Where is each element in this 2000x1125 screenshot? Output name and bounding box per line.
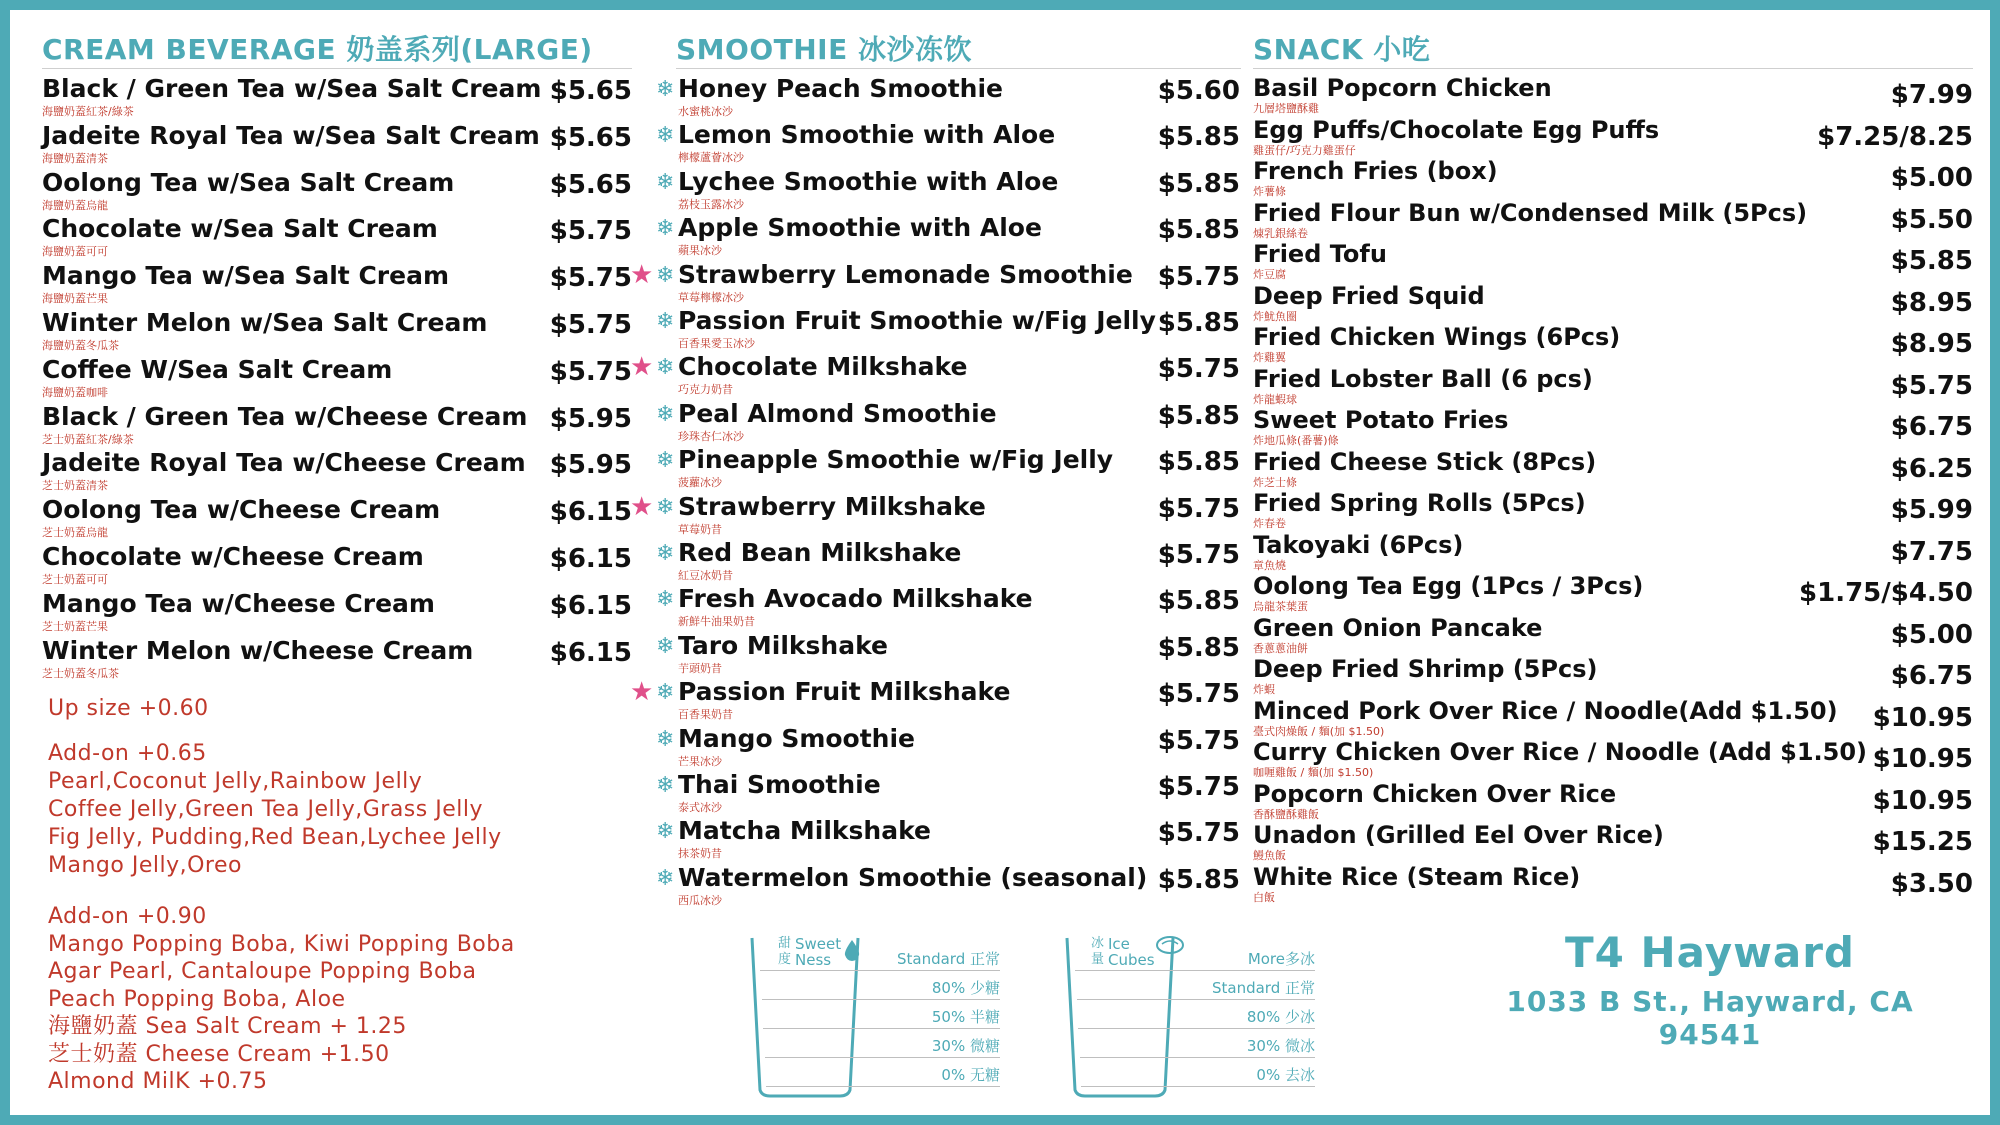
menu-row (42, 308, 632, 355)
item-chinese-name: 海鹽奶蓋可可 (42, 245, 108, 259)
item-price: $5.85 (1890, 246, 1973, 276)
addon-line: Coffee Jelly,Green Tea Jelly,Grass Jelly (48, 797, 483, 822)
item-price: $10.95 (1872, 744, 1973, 774)
item-name: Chocolate w/Sea Salt Cream (42, 214, 438, 244)
menu-row (1253, 282, 1973, 323)
level-label: 80% 少糖 (931, 979, 1000, 997)
store-address: 1033 B St., Hayward, CA 94541 (1506, 985, 1914, 1051)
item-price: $5.75 (1890, 370, 1973, 401)
snowflake-icon: ❄ (656, 726, 675, 752)
menu-row (42, 121, 632, 168)
item-chinese-name: 香酥鹽酥雞飯 (1253, 807, 1319, 821)
item-chinese-name: 百香果奶昔 (678, 708, 733, 722)
item-chinese-name: 芝士奶蓋冬瓜茶 (42, 666, 119, 680)
item-price: $5.99 (1890, 495, 1973, 525)
item-chinese-name: 海鹽奶蓋芒果 (42, 292, 108, 306)
item-name: Fried Tofu (1253, 240, 1387, 268)
menu-row (630, 120, 1240, 167)
menu-row (42, 355, 632, 402)
item-name: Winter Melon w/Cheese Cream (42, 635, 474, 665)
snowflake-icon: ❄ (656, 309, 675, 334)
menu-row (630, 816, 1240, 863)
item-name: Strawberry Lemonade Smoothie (678, 259, 1133, 289)
menu-row (630, 306, 1240, 353)
item-chinese-name: 炸蝦 (1253, 683, 1275, 696)
menu-row (630, 631, 1240, 678)
item-chinese-name: 白飯 (1253, 890, 1275, 904)
item-price: $8.95 (1890, 287, 1973, 318)
item-name: Jadeite Royal Tea w/Sea Salt Cream (42, 120, 540, 150)
item-price: $5.75 (549, 263, 632, 294)
item-name: Matcha Milkshake (678, 816, 931, 846)
item-price: $5.75 (1157, 540, 1240, 570)
menu-row (1253, 365, 1973, 406)
item-chinese-name: 西瓜冰沙 (678, 893, 722, 907)
menu-row (630, 677, 1240, 724)
item-name: Watermelon Smoothie (seasonal) (678, 862, 1148, 892)
menu-row (1253, 738, 1973, 779)
menu-row (630, 770, 1240, 817)
item-name: Oolong Tea w/Cheese Cream (42, 495, 441, 525)
item-chinese-name: 芒果冰沙 (678, 754, 722, 768)
item-chinese-name: 巧克力奶昔 (678, 383, 733, 397)
menu-row (1253, 240, 1973, 281)
menu-row (630, 167, 1240, 214)
level-label: Standard 正常 (896, 950, 1000, 968)
item-name: Mango Tea w/Cheese Cream (42, 588, 435, 618)
snowflake-icon: ❄ (656, 401, 675, 427)
menu-row (1253, 655, 1973, 696)
level-label: 80% 少冰 (1246, 1008, 1315, 1026)
item-name: Fried Spring Rolls (5Pcs) (1253, 489, 1586, 517)
item-chinese-name: 九層塔鹽酥雞 (1253, 102, 1319, 115)
item-name: Fried Cheese Stick (8Pcs) (1253, 447, 1597, 476)
level-line (763, 1028, 1000, 1029)
menu-row (1253, 489, 1973, 530)
item-chinese-name: 海鹽奶蓋紅茶/綠茶 (42, 105, 134, 118)
item-name: Curry Chicken Over Rice / Noodle (Add $1.50) (1253, 738, 1868, 766)
item-chinese-name: 臺式肉燥飯 / 麵(加 $1.50) (1253, 724, 1385, 738)
item-price: $5.75 (1157, 679, 1240, 710)
level-line (760, 970, 1000, 971)
star-icon: ★ (630, 352, 654, 383)
item-chinese-name: 炸豆腐 (1253, 268, 1286, 281)
sweetness-title-en: Sweet Ness (795, 935, 842, 969)
item-price: $6.75 (1890, 661, 1973, 691)
menu-row (630, 352, 1240, 399)
item-price: $5.75 (1157, 772, 1240, 802)
item-name: Mango Tea w/Sea Salt Cream (42, 261, 449, 291)
addon-line: 芝士奶蓋 Cheese Cream +1.50 (48, 1041, 390, 1067)
snack-section-title: SNACK 小吃 (1253, 33, 1431, 66)
snowflake-icon: ❄ (656, 541, 675, 566)
water-drop-icon (842, 938, 862, 962)
item-chinese-name: 炸春卷 (1253, 517, 1286, 530)
item-chinese-name: 荔枝玉露冰沙 (678, 197, 744, 211)
item-chinese-name: 草莓奶昔 (678, 522, 722, 536)
menu-row (630, 492, 1240, 539)
snowflake-icon: ❄ (656, 448, 675, 474)
item-chinese-name: 菠蘿冰沙 (678, 476, 722, 490)
item-chinese-name: 草莓檸檬冰沙 (678, 290, 744, 304)
upsize-note: Up size +0.60 (48, 696, 209, 721)
item-price: $5.85 (1157, 864, 1240, 895)
level-label: More多冰 (1247, 950, 1315, 968)
item-chinese-name: 炸地瓜條(番薯)條 (1253, 434, 1339, 447)
snowflake-icon: ❄ (656, 587, 675, 613)
item-chinese-name: 烏龍茶葉蛋 (1253, 600, 1308, 613)
snowflake-icon: ❄ (656, 216, 675, 242)
menu-row (630, 863, 1240, 910)
item-chinese-name: 水蜜桃冰沙 (678, 105, 733, 118)
level-label: 0% 无糖 (941, 1066, 1000, 1084)
item-price: $5.75 (549, 356, 632, 387)
smoothie-section-title: SMOOTHIE 冰沙冻饮 (676, 33, 972, 66)
item-chinese-name: 檸檬蘆薈冰沙 (678, 151, 744, 165)
menu-row (1253, 406, 1973, 447)
item-chinese-name: 抹茶奶昔 (678, 847, 722, 861)
level-label: 30% 微冰 (1246, 1037, 1315, 1055)
menu-row (42, 168, 632, 215)
menu-row (630, 445, 1240, 492)
menu-row (630, 584, 1240, 631)
cream-section-title: CREAM BEVERAGE 奶盖系列(LARGE) (42, 33, 593, 66)
item-name: Oolong Tea w/Sea Salt Cream (42, 167, 455, 197)
item-name: Fried Lobster Ball (6 pcs) (1253, 364, 1593, 393)
ice-title-zh: 冰 量 (1091, 936, 1105, 967)
item-name: Egg Puffs/Chocolate Egg Puffs (1253, 115, 1660, 144)
item-name: Fried Flour Bun w/Condensed Milk (5Pcs) (1253, 198, 1808, 227)
snowflake-icon: ❄ (656, 123, 675, 149)
menu-row (630, 538, 1240, 585)
item-name: Chocolate w/Cheese Cream (42, 542, 424, 571)
ice-cube-icon (1155, 934, 1185, 956)
snowflake-icon: ❄ (656, 77, 675, 102)
level-line (762, 999, 1001, 1000)
menu-row (42, 214, 632, 261)
menu-row (1253, 323, 1973, 364)
menu-row (1253, 116, 1973, 157)
snowflake-icon: ❄ (656, 169, 675, 195)
item-chinese-name: 芝士奶蓋烏龍 (42, 526, 108, 540)
menu-row (1253, 157, 1973, 198)
addon-line: Fig Jelly, Pudding,Red Bean,Lychee Jelly (48, 825, 502, 850)
item-price: $5.65 (549, 76, 632, 106)
item-price: $5.85 (1157, 632, 1240, 663)
level-line (765, 1057, 1001, 1058)
item-name: Lychee Smoothie with Aloe (678, 166, 1059, 196)
item-name: Unadon (Grilled Eel Over Rice) (1253, 821, 1664, 849)
menu-row (1253, 448, 1973, 489)
item-chinese-name: 炸魷魚圈 (1253, 309, 1297, 323)
snowflake-icon: ❄ (656, 262, 675, 288)
addon-heading: Add-on +0.90 (48, 904, 207, 929)
item-name: Winter Melon w/Sea Salt Cream (42, 308, 488, 337)
item-name: Red Bean Milkshake (678, 538, 962, 567)
menu-row (630, 74, 1240, 121)
item-price: $5.85 (1157, 122, 1240, 153)
item-price: $5.75 (1157, 261, 1240, 292)
level-line (1081, 1086, 1315, 1087)
item-name: Apple Smoothie with Aloe (678, 213, 1042, 243)
addon-line: Pearl,Coconut Jelly,Rainbow Jelly (48, 769, 423, 794)
item-price: $5.95 (549, 450, 632, 481)
item-price: $15.25 (1872, 827, 1973, 857)
item-name: Takoyaki (6Pcs) (1253, 530, 1464, 559)
item-price: $6.15 (549, 544, 632, 574)
item-price: $3.50 (1890, 868, 1973, 899)
star-icon: ★ (630, 259, 654, 290)
item-price: $5.75 (1157, 493, 1240, 524)
menu-row (1253, 531, 1973, 572)
item-chinese-name: 鰻魚飯 (1253, 849, 1286, 862)
item-price: $5.75 (1157, 725, 1240, 756)
level-label: 30% 微糖 (931, 1037, 1000, 1055)
menu-row (1253, 199, 1973, 240)
item-chinese-name: 芝士奶蓋清茶 (42, 479, 108, 493)
item-chinese-name: 新鮮牛油果奶昔 (678, 615, 755, 629)
item-name: Lemon Smoothie with Aloe (678, 120, 1056, 150)
item-price: $5.85 (1157, 586, 1240, 617)
addon-line: Agar Pearl, Cantaloupe Popping Boba (48, 959, 477, 984)
item-price: $5.85 (1157, 447, 1240, 478)
menu-board (10, 10, 1990, 1115)
snowflake-icon: ❄ (656, 680, 675, 706)
level-line (1077, 999, 1316, 1000)
item-price: $5.85 (1157, 308, 1240, 338)
item-name: Deep Fried Shrimp (5Pcs) (1253, 655, 1598, 683)
item-price: $5.75 (549, 310, 632, 340)
level-label: 50% 半糖 (931, 1008, 1000, 1026)
snowflake-icon: ❄ (656, 865, 675, 891)
menu-row (42, 74, 632, 121)
item-chinese-name: 香蔥蔥油餅 (1253, 641, 1308, 655)
item-name: Black / Green Tea w/Cheese Cream (42, 401, 528, 431)
item-name: Chocolate Milkshake (678, 352, 968, 382)
item-name: Peal Almond Smoothie (678, 398, 997, 428)
addon-line: Peach Popping Boba, Aloe (48, 986, 346, 1012)
level-line (1078, 1028, 1315, 1029)
item-price: $5.00 (1890, 619, 1973, 650)
item-price: $5.65 (549, 122, 632, 153)
item-chinese-name: 海鹽奶蓋冬瓜茶 (42, 339, 119, 352)
item-price: $7.75 (1890, 536, 1973, 567)
item-chinese-name: 芋頭奶昔 (678, 661, 722, 675)
item-chinese-name: 咖喱雞飯 / 麵(加 $1.50) (1253, 766, 1374, 779)
item-chinese-name: 紅豆冰奶昔 (678, 569, 733, 582)
item-price: $5.65 (549, 169, 632, 200)
item-chinese-name: 炸龍蝦球 (1253, 392, 1297, 406)
menu-row (42, 402, 632, 449)
item-price: $6.25 (1890, 453, 1973, 484)
item-name: Black / Green Tea w/Sea Salt Cream (42, 74, 542, 103)
snowflake-icon: ❄ (656, 633, 675, 659)
item-price: $5.95 (549, 403, 632, 434)
item-name: Mango Smoothie (678, 723, 915, 753)
item-name: Sweet Potato Fries (1253, 406, 1509, 434)
item-chinese-name: 雞蛋仔/巧克力雞蛋仔 (1253, 143, 1356, 157)
addon-line: Mango Jelly,Oreo (48, 853, 242, 878)
item-name: Minced Pork Over Rice / Noodle(Add $1.50) (1253, 696, 1838, 725)
addon-heading: Add-on +0.65 (48, 741, 207, 766)
item-name: Honey Peach Smoothie (678, 74, 1003, 103)
item-price: $1.75/$4.50 (1799, 578, 1973, 608)
ice-gauge (1055, 930, 1325, 1100)
item-chinese-name: 炸雞翼 (1253, 351, 1286, 364)
snowflake-icon: ❄ (656, 494, 675, 520)
level-label: 0% 去冰 (1256, 1066, 1315, 1084)
smoothie-title-divider (676, 68, 1241, 69)
item-chinese-name: 海鹽奶蓋清茶 (42, 151, 108, 165)
item-name: Oolong Tea Egg (1Pcs / 3Pcs) (1253, 572, 1644, 600)
menu-row (630, 724, 1240, 771)
item-name: Deep Fried Squid (1253, 281, 1485, 310)
menu-row (1253, 572, 1973, 613)
cream-title-divider (42, 68, 632, 69)
item-price: $5.75 (1157, 354, 1240, 385)
item-chinese-name: 煉乳銀絲卷 (1253, 226, 1308, 240)
store-name: T4 Hayward (1565, 928, 1855, 977)
snack-title-divider (1253, 68, 1973, 69)
item-price: $6.15 (549, 590, 632, 621)
item-price: $10.95 (1872, 702, 1973, 733)
addon-line: 海鹽奶蓋 Sea Salt Cream + 1.25 (48, 1014, 407, 1039)
menu-row (630, 213, 1240, 260)
menu-row (1253, 697, 1973, 738)
item-chinese-name: 芝士奶蓋紅茶/綠茶 (42, 432, 134, 446)
item-name: Coffee W/Sea Salt Cream (42, 354, 393, 384)
menu-row (42, 636, 632, 683)
item-price: $7.99 (1890, 80, 1973, 110)
item-name: White Rice (Steam Rice) (1253, 862, 1581, 891)
menu-row (42, 495, 632, 542)
menu-row (630, 260, 1240, 307)
item-name: Thai Smoothie (678, 770, 881, 799)
item-chinese-name: 泰式冰沙 (678, 801, 722, 814)
item-name: Jadeite Royal Tea w/Cheese Cream (42, 448, 526, 478)
item-chinese-name: 芝士奶蓋可可 (42, 573, 108, 586)
addon-line: Almond MilK +0.75 (48, 1069, 268, 1094)
item-price: $5.60 (1157, 76, 1240, 106)
item-name: Basil Popcorn Chicken (1253, 74, 1552, 102)
item-name: Fresh Avocado Milkshake (678, 584, 1033, 614)
item-price: $6.15 (549, 497, 632, 528)
item-price: $5.75 (549, 216, 632, 247)
item-chinese-name: 海鹽奶蓋咖啡 (42, 385, 108, 399)
level-label: Standard 正常 (1211, 979, 1315, 997)
item-price: $5.85 (1157, 215, 1240, 246)
item-name: Passion Fruit Smoothie w/Fig Jelly (678, 306, 1156, 335)
item-chinese-name: 章魚燒 (1253, 558, 1286, 572)
item-chinese-name: 炸芝士條 (1253, 475, 1297, 489)
menu-row (1253, 74, 1973, 115)
menu-row (630, 399, 1240, 446)
item-name: Strawberry Milkshake (678, 491, 986, 521)
item-name: Pineapple Smoothie w/Fig Jelly (678, 445, 1114, 475)
snowflake-icon: ❄ (656, 819, 675, 845)
item-price: $5.85 (1157, 400, 1240, 431)
item-price: $7.25/8.25 (1817, 121, 1973, 152)
snowflake-icon: ❄ (656, 355, 675, 381)
menu-row (1253, 614, 1973, 655)
menu-row (42, 542, 632, 589)
item-name: Passion Fruit Milkshake (678, 677, 1011, 707)
item-price: $10.95 (1872, 785, 1973, 816)
menu-row (42, 261, 632, 308)
star-icon: ★ (630, 677, 654, 708)
item-chinese-name: 珍珠杏仁冰沙 (678, 429, 744, 443)
item-price: $5.75 (1157, 818, 1240, 849)
menu-row (1253, 780, 1973, 821)
level-line (1080, 1057, 1316, 1058)
item-chinese-name: 百香果愛玉冰沙 (678, 337, 755, 350)
star-icon: ★ (630, 491, 654, 522)
item-chinese-name: 海鹽奶蓋烏龍 (42, 198, 108, 212)
item-price: $5.00 (1890, 163, 1973, 193)
item-price: $8.95 (1890, 329, 1973, 359)
item-price: $6.15 (549, 637, 632, 668)
item-name: Green Onion Pancake (1253, 613, 1543, 642)
item-chinese-name: 蘋果冰沙 (678, 244, 722, 258)
sweetness-gauge (740, 930, 1010, 1100)
item-name: French Fries (box) (1253, 157, 1498, 185)
level-line (766, 1086, 1000, 1087)
item-chinese-name: 炸薯條 (1253, 185, 1286, 198)
ice-title-en: Ice Cubes (1108, 935, 1155, 969)
item-chinese-name: 芝士奶蓋芒果 (42, 619, 108, 633)
menu-row (42, 448, 632, 495)
menu-row (42, 589, 632, 636)
menu-row (1253, 821, 1973, 862)
item-price: $6.75 (1890, 412, 1973, 442)
menu-row (1253, 863, 1973, 904)
level-line (1075, 970, 1315, 971)
item-price: $5.50 (1890, 204, 1973, 235)
item-name: Fried Chicken Wings (6Pcs) (1253, 323, 1621, 351)
item-name: Popcorn Chicken Over Rice (1253, 779, 1617, 808)
addon-line: Mango Popping Boba, Kiwi Popping Boba (48, 931, 515, 957)
sweetness-title-zh: 甜 度 (778, 936, 792, 967)
item-price: $5.85 (1157, 168, 1240, 199)
snowflake-icon: ❄ (656, 773, 675, 798)
item-name: Taro Milkshake (678, 630, 889, 660)
